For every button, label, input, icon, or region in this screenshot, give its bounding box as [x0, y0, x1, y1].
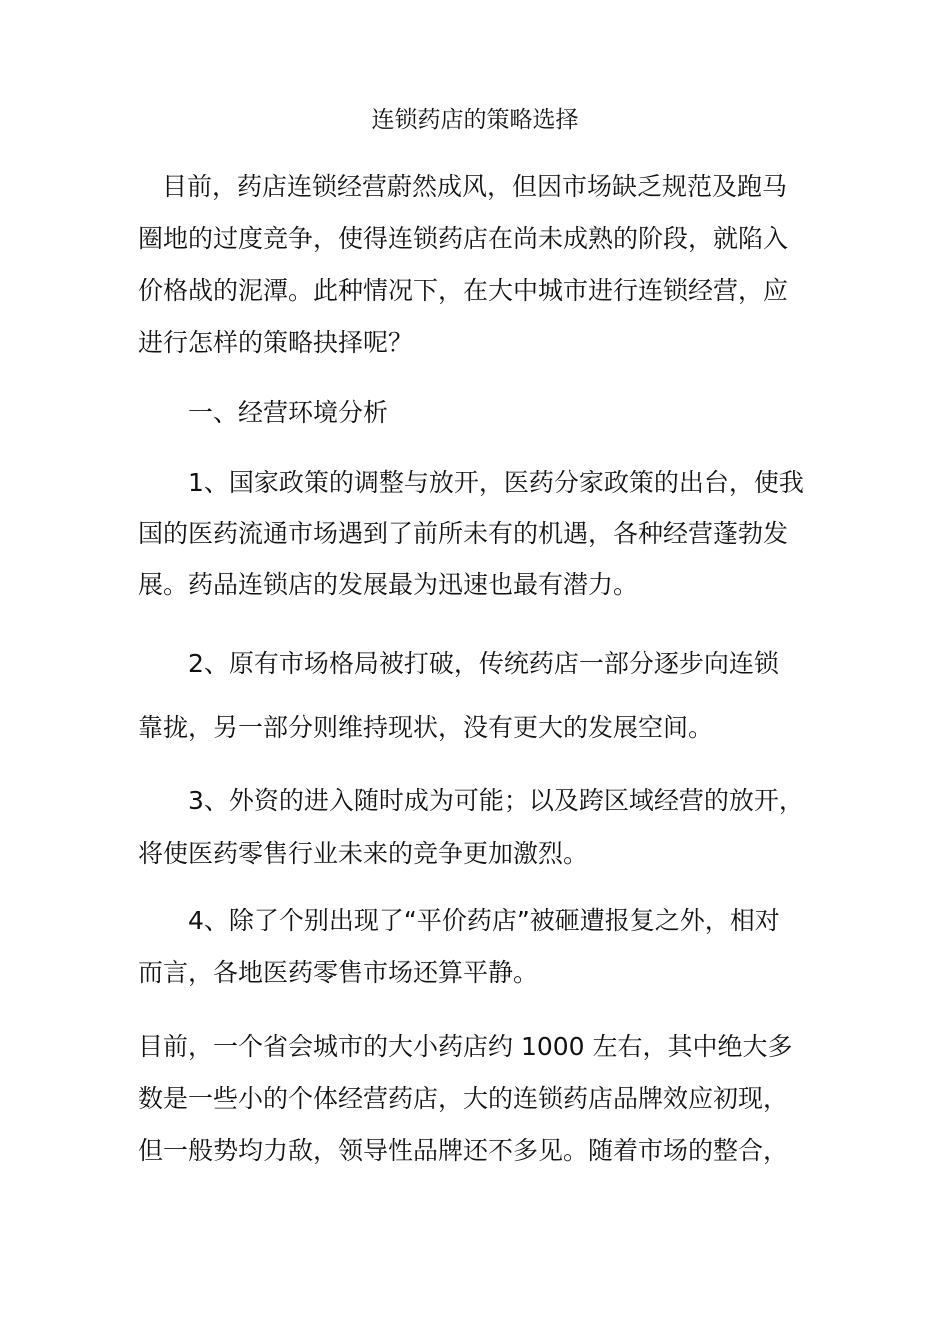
paragraph-line: 但一般势均力敌，领导性品牌还不多见。随着市场的整合， [138, 1136, 789, 1165]
paragraph-line: 而言，各地医药零售市场还算平静。 [138, 958, 539, 987]
paragraph-line: 目前，一个省会城市的大小药店约 1000 左右，其中绝大多 [138, 1032, 793, 1061]
paragraph-line: 将使医药零售行业未来的竞争更加激烈。 [138, 839, 589, 868]
paragraph-line: 圈地的过度竞争，使得连锁药店在尚未成熟的阶段，就陷入 [138, 224, 789, 253]
document-title: 连锁药店的策略选择 [371, 107, 579, 133]
paragraph-line: 1、国家政策的调整与放开，医药分家政策的出台，使我 [188, 468, 804, 497]
paragraph-line: 进行怎样的策略抉择呢？ [138, 328, 414, 357]
paragraph-line: 4、除了个别出现了“平价药店”被砸遭报复之外，相对 [188, 906, 780, 935]
paragraph-line: 3、外资的进入随时成为可能；以及跨区域经营的放开， [188, 786, 804, 815]
paragraph-line: 靠拢，另一部分则维持现状，没有更大的发展空间。 [138, 713, 714, 742]
paragraph-line: 目前，药店连锁经营蔚然成风，但因市场缺乏规范及跑马 [162, 172, 788, 201]
paragraph-line: 2、原有市场格局被打破，传统药店一部分逐步向连锁 [188, 649, 779, 678]
paragraph-line: 数是一些小的个体经营药店，大的连锁药店品牌效应初现， [138, 1084, 789, 1113]
paragraph-line: 国的医药流通市场遇到了前所未有的机遇，各种经营蓬勃发 [138, 519, 789, 548]
section-heading: 一、经营环境分析 [188, 398, 389, 427]
paragraph-line: 展。药品连锁店的发展最为迅速也最有潜力。 [138, 570, 639, 599]
paragraph-line: 价格战的泥潭。此种情况下，在大中城市进行连锁经营，应 [138, 276, 789, 305]
